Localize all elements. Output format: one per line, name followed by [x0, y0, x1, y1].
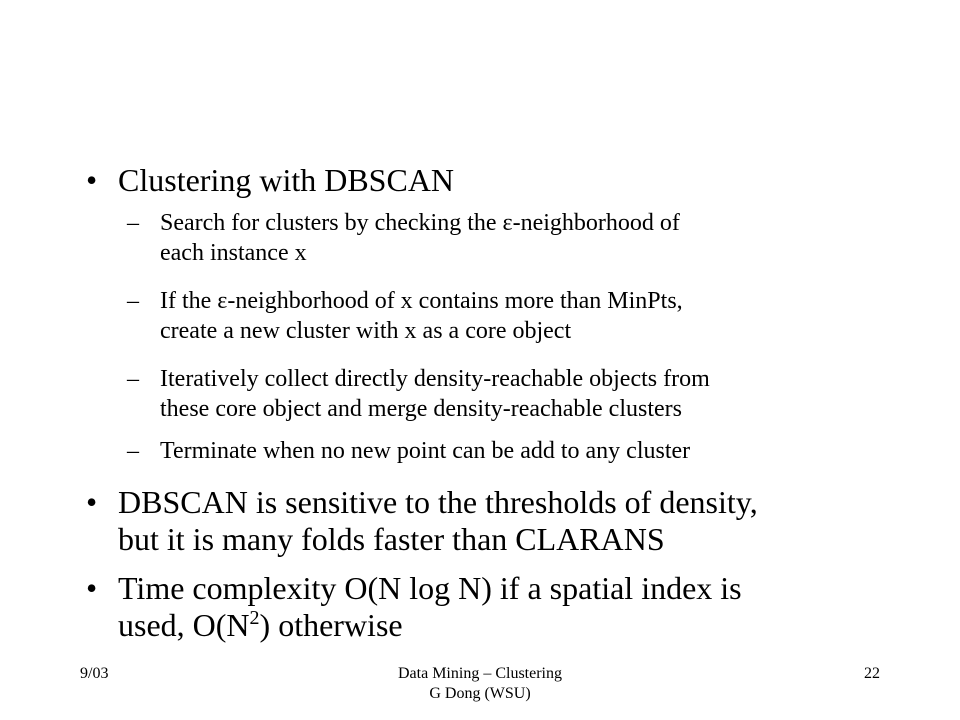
- footer-author-line: G Dong (WSU): [429, 685, 531, 702]
- subbullet-line: these core object and merge density-reachable clusters: [160, 396, 682, 422]
- superscript-exponent: 2: [249, 607, 260, 629]
- bullet-marker: •: [86, 570, 98, 606]
- dash-marker: –: [127, 438, 139, 464]
- subbullet-line: Terminate when no new point can be add to any cluster: [160, 438, 691, 464]
- bullet-line: [118, 607, 886, 644]
- bullet-marker: •: [86, 162, 98, 198]
- subbullet-line: Search for clusters by checking the ε-neighborhood of: [160, 210, 680, 236]
- subbullet-line: Iteratively collect directly density-reachable objects from: [160, 366, 710, 392]
- footer-page-number: 22: [864, 665, 880, 682]
- subbullet-terminate: [127, 436, 887, 466]
- footer-date: 9/03: [80, 665, 109, 682]
- bullet-marker: •: [86, 484, 98, 520]
- dash-marker: –: [127, 210, 139, 236]
- subbullet-if: [127, 286, 887, 346]
- bullet-sensitive: [86, 484, 886, 558]
- bullet-dbscan: [86, 162, 886, 199]
- bullet-text: Clustering with DBSCAN: [118, 162, 455, 198]
- bullet-line: Time complexity O(N log N) if a spatial index is: [118, 570, 742, 606]
- subbullet-line: each instance x: [160, 240, 307, 266]
- subbullet-line: If the ε-neighborhood of x contains more than MinPts,: [160, 288, 683, 314]
- bullet-line: but it is many folds faster than CLARANS: [118, 521, 665, 557]
- bullet-line: DBSCAN is sensitive to the thresholds of density,: [118, 484, 758, 520]
- footer-title-line: Data Mining – Clustering: [398, 665, 562, 682]
- complexity-prefix: used, O(N: [118, 607, 250, 643]
- complexity-suffix: ) otherwise: [259, 607, 403, 643]
- subbullet-line: create a new cluster with x as a core object: [160, 318, 572, 344]
- dash-marker: –: [127, 366, 139, 392]
- footer-title: [330, 664, 630, 704]
- bullet-complexity: [86, 570, 886, 644]
- subbullet-iterate: [127, 364, 887, 424]
- dash-marker: –: [127, 288, 139, 314]
- subbullet-search: [127, 208, 887, 268]
